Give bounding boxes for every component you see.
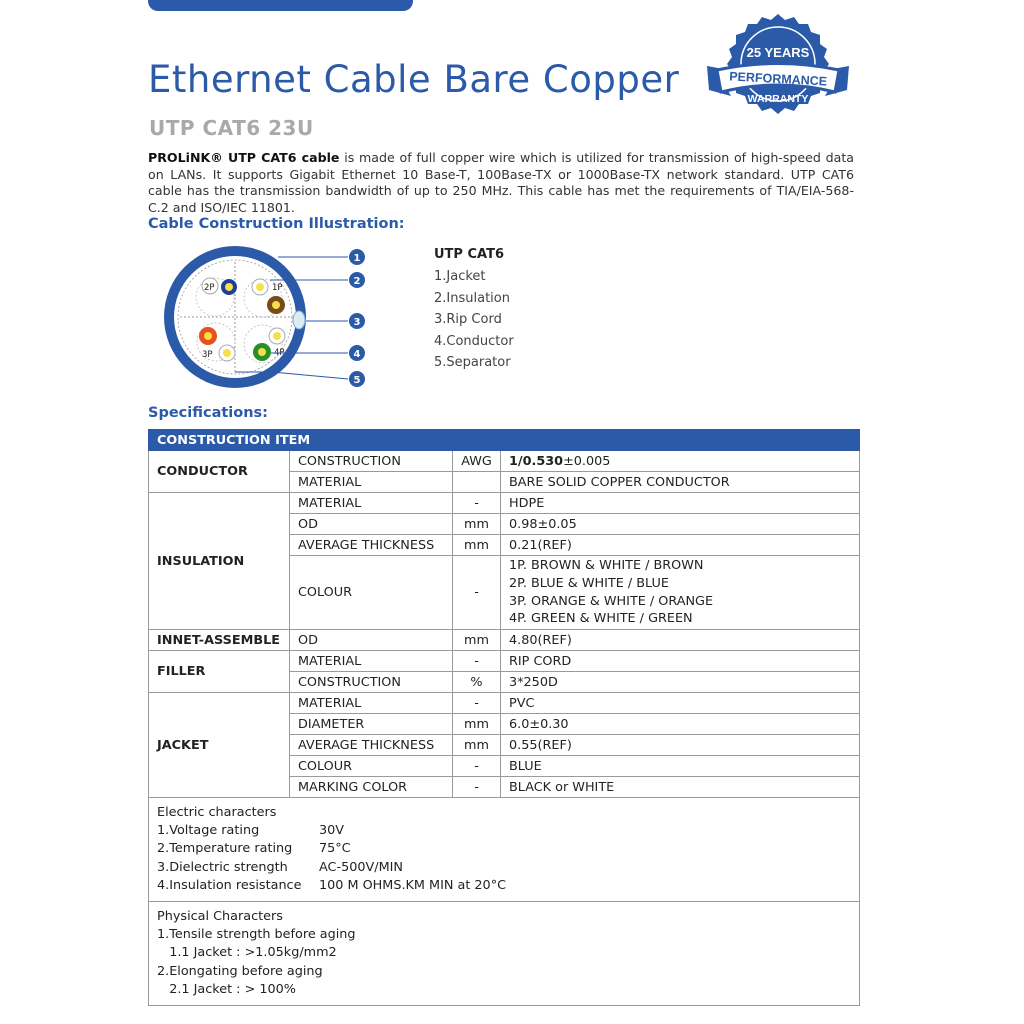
unit-cell: - (453, 777, 501, 798)
electric-value: AC-500V/MIN (319, 859, 403, 875)
item-cell: CONSTRUCTION (290, 672, 453, 693)
group-filler: FILLER (149, 651, 290, 693)
callout-4: 4 (353, 349, 361, 360)
legend-item: 1.Jacket (434, 269, 486, 284)
value-cell: 3*250D (501, 672, 860, 693)
value-cell: 6.0±0.30 (501, 714, 860, 735)
item-cell: MATERIAL (290, 693, 453, 714)
electric-characters-row (149, 798, 860, 902)
table-header: CONSTRUCTION ITEM (149, 430, 860, 451)
physical-line: 1.Tensile strength before aging (157, 927, 356, 943)
legend-item: 2.Insulation (434, 290, 510, 306)
electric-value: 30V (319, 823, 345, 839)
colour-line: 2P. BLUE & WHITE / BLUE (509, 575, 669, 591)
badge-line-2: PERFORMANCE (728, 69, 828, 89)
item-cell: AVERAGE THICKNESS (290, 535, 453, 556)
unit-cell: mm (453, 514, 501, 535)
group-jacket: JACKET (149, 693, 290, 798)
item-cell: COLOUR (290, 756, 453, 777)
value-cell (501, 556, 860, 630)
legend-title: UTP CAT6 (434, 247, 504, 262)
value-cell: 0.98±0.05 (501, 514, 860, 535)
cable-cross-section (160, 244, 380, 394)
callout-5: 5 (353, 375, 361, 386)
unit-cell: - (453, 756, 501, 777)
electric-label: 1.Voltage rating (157, 823, 260, 839)
electric-label: 2.Temperature rating (157, 841, 293, 857)
value-cell: BARE SOLID COPPER CONDUCTOR (501, 472, 860, 493)
unit-cell: mm (453, 714, 501, 735)
callout-1: 1 (353, 253, 361, 264)
unit-cell: mm (453, 735, 501, 756)
electric-label: 4.Insulation resistance (157, 877, 302, 893)
value-cell: BLACK or WHITE (501, 777, 860, 798)
item-cell: AVERAGE THICKNESS (290, 735, 453, 756)
illustration-legend (434, 247, 514, 377)
top-banner-strip (148, 0, 413, 11)
rip-cord-icon (293, 311, 305, 329)
product-model: UTP CAT6 23U (149, 116, 314, 140)
item-cell: OD (290, 630, 453, 651)
product-description (148, 150, 854, 216)
table-row (149, 693, 860, 714)
unit-cell: - (453, 651, 501, 672)
physical-line: 1.1 Jacket : >1.05kg/mm2 (157, 945, 337, 961)
physical-line: 2.1 Jacket : > 100% (157, 981, 296, 997)
item-cell: MATERIAL (290, 651, 453, 672)
legend-item: 4.Conductor (434, 333, 514, 349)
colour-line: 3P. ORANGE & WHITE / ORANGE (509, 593, 714, 609)
item-cell: MATERIAL (290, 493, 453, 514)
physical-characters (149, 902, 860, 1006)
table-row (149, 630, 860, 651)
badge-line-3: WARRANTY (747, 93, 809, 105)
legend-item: 3.Rip Cord (434, 312, 502, 327)
electric-characters (149, 798, 860, 902)
item-cell: MATERIAL (290, 472, 453, 493)
unit-cell: - (453, 693, 501, 714)
item-cell: COLOUR (290, 556, 453, 630)
table-row (149, 451, 860, 472)
unit-cell: mm (453, 630, 501, 651)
callout-3: 3 (353, 317, 361, 328)
group-conductor: CONDUCTOR (149, 451, 290, 493)
description-text: is made of full copper wire which is utilized for transmission of high-speed data on LANs. It supports Gigabit Ethernet 10 Base-T, 100Base-TX or 1000Base-TX network standard. UTP CAT6 cable has the transmission bandwidth of up to 250 MHz. This cable has met the requirements of TIA/EIA-568-C.2 and ISO/IEC 11801. (148, 150, 854, 215)
item-cell: CONSTRUCTION (290, 451, 453, 472)
unit-cell: - (453, 556, 501, 630)
value-bold: 1/0.530 (509, 453, 564, 469)
callout-2: 2 (353, 276, 361, 287)
table-header-row (149, 430, 860, 451)
item-cell: MARKING COLOR (290, 777, 453, 798)
unit-cell: - (453, 493, 501, 514)
item-cell: OD (290, 514, 453, 535)
item-cell: DIAMETER (290, 714, 453, 735)
electric-title: Electric characters (157, 805, 277, 820)
value-cell: PVC (501, 693, 860, 714)
electric-value: 100 M OHMS.KM MIN at 20°C (319, 877, 507, 893)
value-cell: HDPE (501, 493, 860, 514)
physical-title: Physical Characters (157, 909, 283, 925)
value-tolerance: ±0.005 (563, 453, 611, 469)
unit-cell: AWG (453, 451, 501, 472)
colour-line: 1P. BROWN & WHITE / BROWN (509, 558, 704, 574)
value-cell: 0.21(REF) (501, 535, 860, 556)
pair-label-4p: 4P (274, 348, 285, 358)
unit-cell: mm (453, 535, 501, 556)
group-insulation: INSULATION (149, 493, 290, 630)
table-row (149, 651, 860, 672)
badge-line-1: 25 YEARS (746, 45, 810, 60)
illustration-heading: Cable Construction Illustration: (148, 216, 405, 232)
pair-label-1p: 1P (272, 283, 283, 293)
specifications-heading: Specifications: (148, 405, 268, 421)
colour-line: 4P. GREEN & WHITE / GREEN (509, 611, 693, 627)
value-cell (501, 451, 860, 472)
pair-label-2p: 2P (204, 283, 215, 293)
table-row (149, 493, 860, 514)
legend-item: 5.Separator (434, 355, 511, 370)
value-cell: 0.55(REF) (501, 735, 860, 756)
specifications-table (148, 429, 860, 1006)
physical-characters-row (149, 902, 860, 1006)
pair-label-3p: 3P (202, 350, 213, 360)
value-cell: BLUE (501, 756, 860, 777)
electric-value: 75°C (319, 841, 351, 857)
group-innet-assemble: INNET-ASSEMBLE (149, 630, 290, 651)
page-title: Ethernet Cable Bare Copper (148, 58, 680, 101)
warranty-badge (703, 12, 853, 140)
brand-name: PROLiNK® UTP CAT6 cable (148, 150, 340, 165)
value-cell: 4.80(REF) (501, 630, 860, 651)
electric-label: 3.Dielectric strength (157, 859, 288, 875)
physical-line: 2.Elongating before aging (157, 963, 323, 979)
value-cell: RIP CORD (501, 651, 860, 672)
unit-cell (453, 472, 501, 493)
unit-cell: % (453, 672, 501, 693)
